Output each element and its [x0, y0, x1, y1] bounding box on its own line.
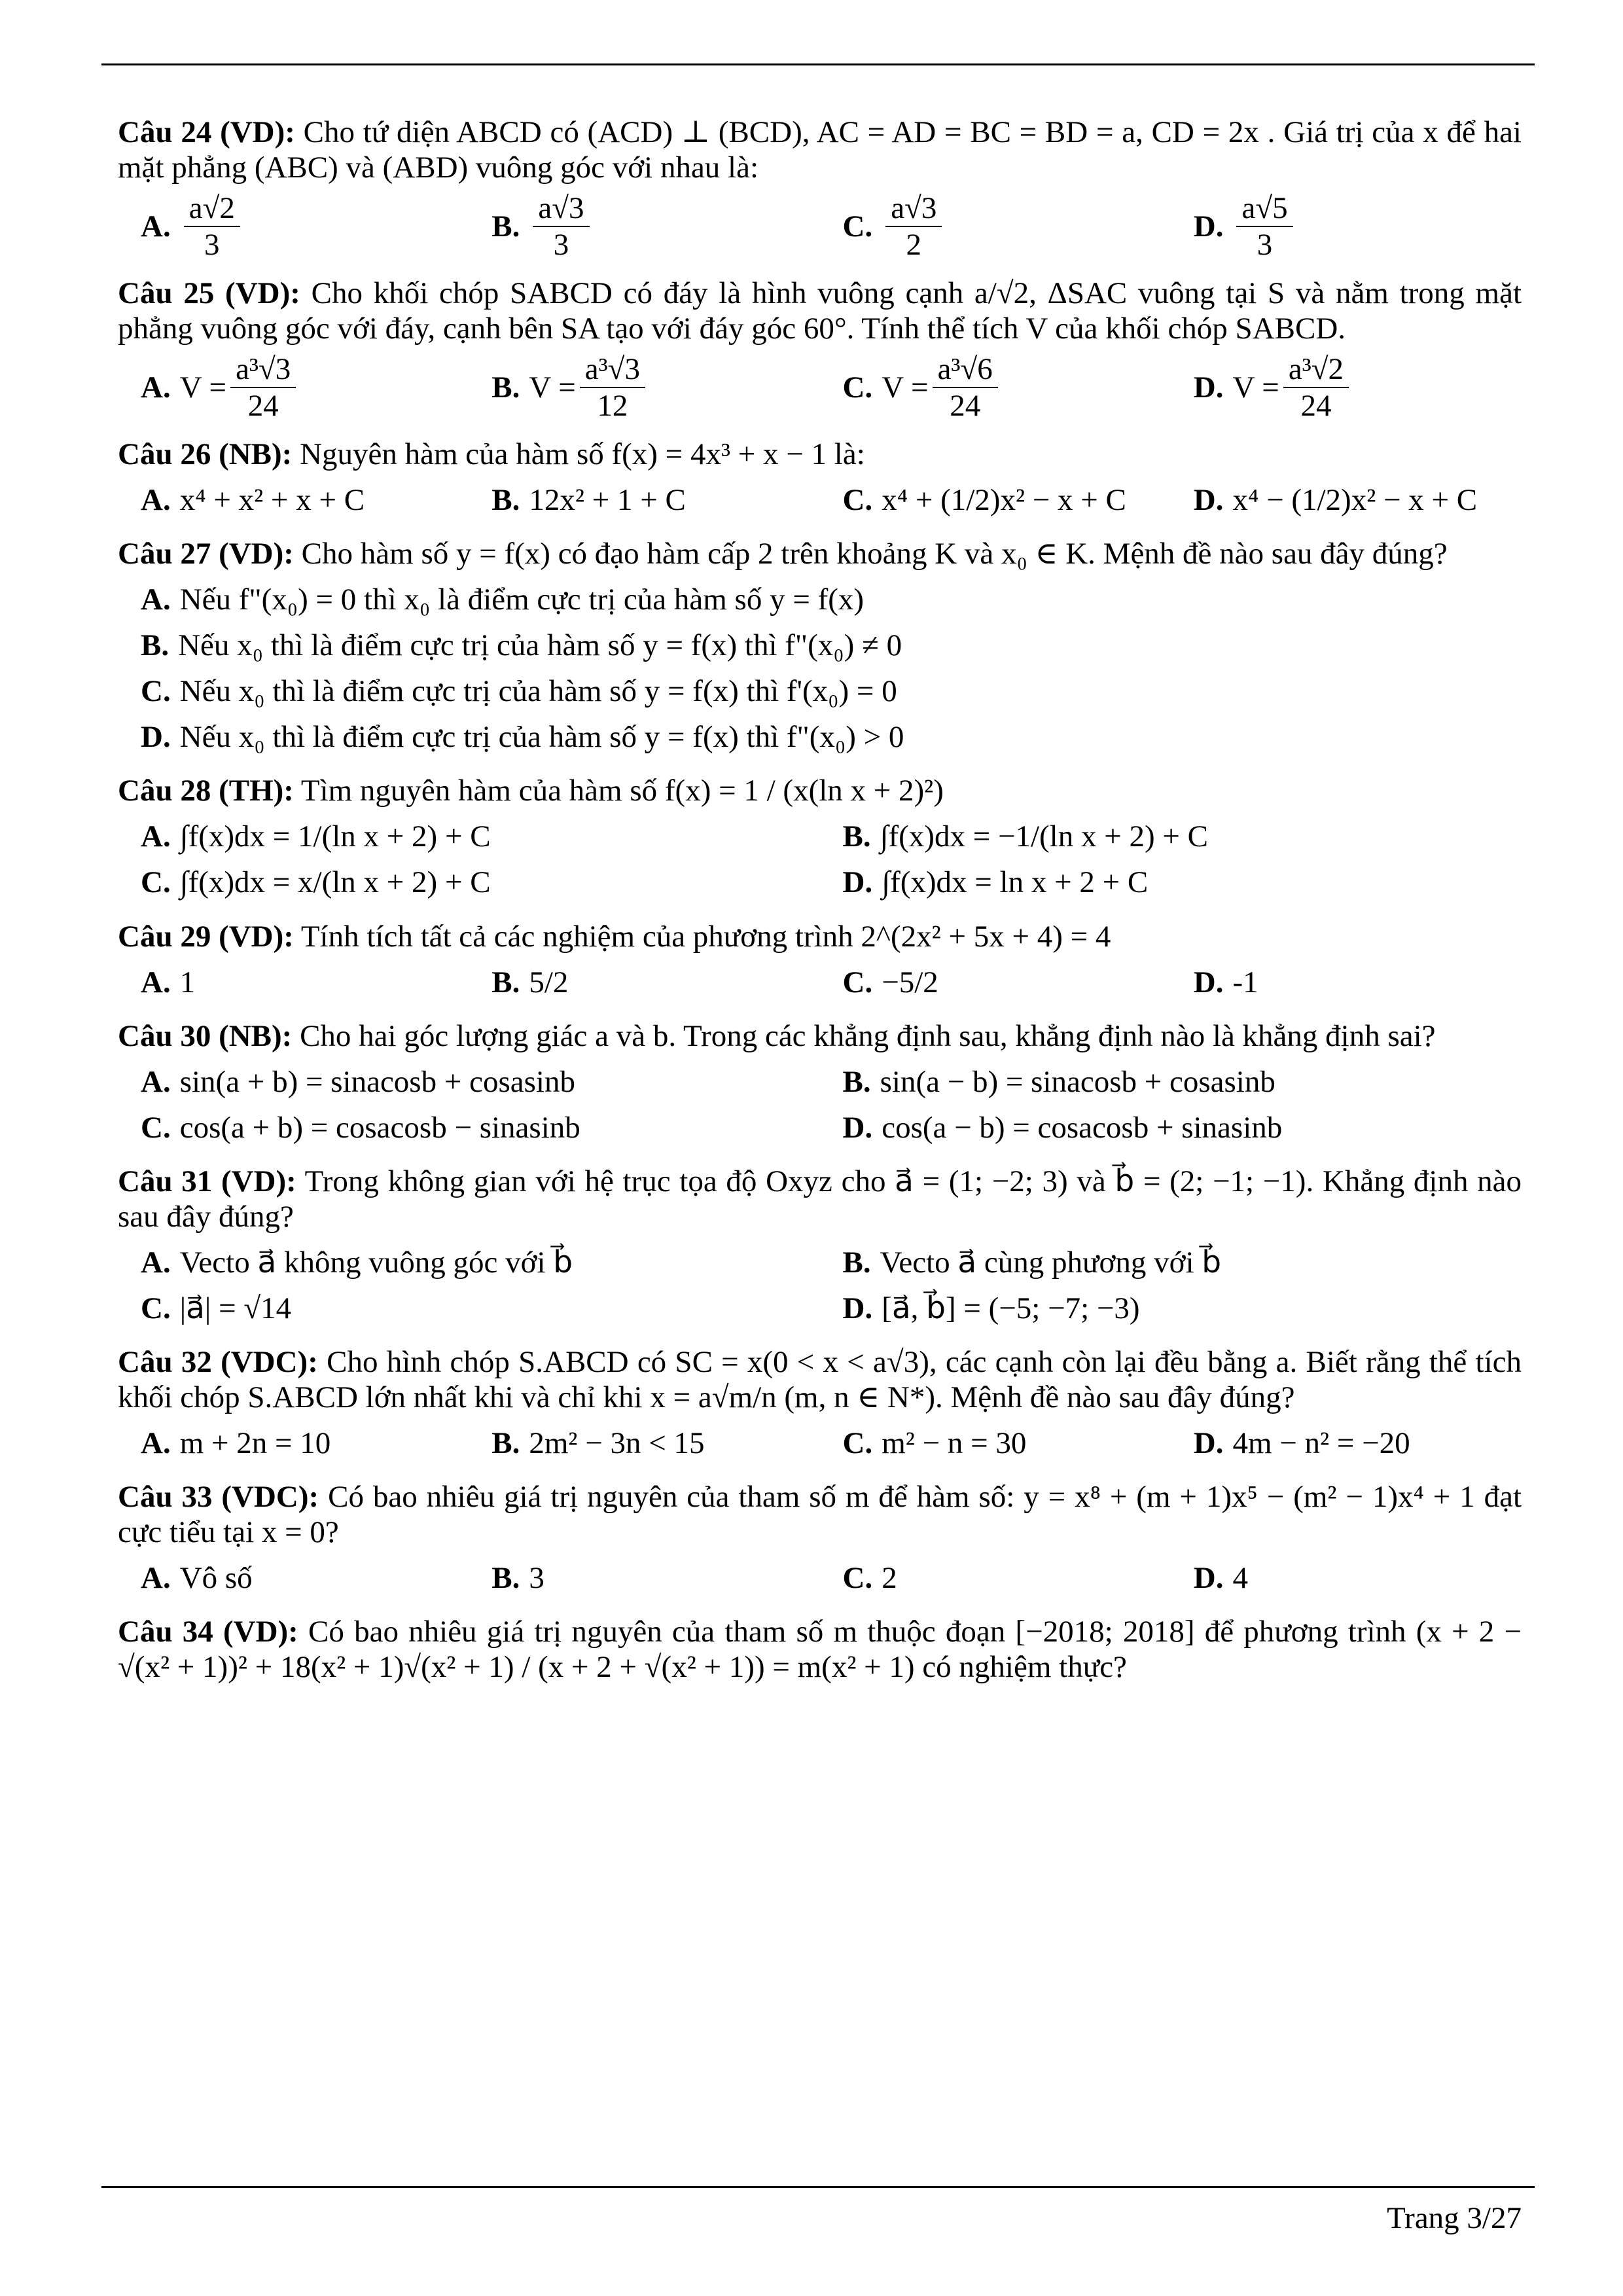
answer-options: [118, 1420, 1522, 1466]
fraction-denominator: 3: [553, 228, 569, 262]
answer-options: [118, 960, 1522, 1005]
option-text: sin(a − b) = sinacosb + cosasinb: [880, 1064, 1275, 1099]
answer-option: [118, 351, 469, 423]
option-text: 4m − n² = −20: [1232, 1426, 1410, 1460]
option-fraction: [230, 351, 296, 423]
fraction-denominator: 2: [906, 228, 922, 262]
answer-option: [1171, 351, 1522, 423]
option-text: Nếu x₀ thì là điểm cực trị của hàm số y = f(x) thì f'(x₀) = 0: [179, 674, 897, 709]
fraction-numerator: a³√3: [230, 351, 296, 388]
option-letter: D.: [1193, 370, 1224, 405]
answer-options: [118, 814, 1522, 906]
answer-option: [820, 860, 1522, 906]
option-letter: B.: [491, 483, 520, 518]
answer-option: [118, 714, 1522, 760]
answer-options: [118, 577, 1522, 760]
option-letter: C.: [842, 965, 873, 999]
option-text: 4: [1232, 1560, 1248, 1595]
option-letter: D.: [842, 1291, 873, 1325]
footer-rule: [101, 2186, 1535, 2188]
option-text: 2: [882, 1560, 897, 1595]
fraction-numerator: a³√6: [933, 351, 998, 388]
option-letter: B.: [491, 965, 520, 999]
option-fraction: [885, 190, 942, 262]
option-text: cos(a − b) = cosacosb + sinasinb: [882, 1110, 1283, 1145]
option-fraction: [533, 190, 589, 262]
question-text: Nguyên hàm của hàm số f(x) = 4x³ + x − 1 là:: [300, 437, 865, 472]
answer-option: [469, 1420, 819, 1466]
option-letter: A.: [141, 583, 171, 617]
option-letter: A.: [141, 1426, 171, 1460]
question-stem: [118, 1018, 1522, 1054]
option-letter: B.: [491, 1426, 520, 1460]
option-letter: D.: [141, 720, 171, 755]
option-letter: D.: [842, 1110, 873, 1145]
answer-option: [820, 1285, 1522, 1331]
option-text: Nếu f"(x₀) = 0 thì x₀ là điểm cực trị của hàm số y = f(x): [179, 583, 865, 617]
question-text: Có bao nhiêu giá trị nguyên của tham số m để hàm số: y = x⁸ + (m + 1)x⁵ − (m² − 1)x⁴ + 1 đạt cực tiểu tại x = 0?: [118, 1479, 1522, 1549]
option-prefix: V =: [529, 370, 576, 405]
option-text: cos(a + b) = cosacosb − sinasinb: [179, 1110, 580, 1145]
answer-options: [118, 351, 1522, 423]
header-rule: [101, 63, 1535, 65]
option-letter: D.: [1193, 965, 1224, 999]
answer-option: [118, 860, 820, 906]
option-letter: B.: [842, 819, 871, 854]
question-stem: [118, 1479, 1522, 1550]
question-block: [118, 773, 1522, 905]
question-text: Trong không gian với hệ trục tọa độ Oxyz cho a⃗ = (1; −2; 3) và b⃗ = (2; −1; −1). Khẳng định nào sau đây đúng?: [118, 1164, 1522, 1234]
question-stem: [118, 1614, 1522, 1685]
question-text: Cho hình chóp S.ABCD có SC = x(0 < x < a√3), các cạnh còn lại đều bằng a. Biết rằng thể tích khối chóp S.ABCD lớn nhất khi và chỉ khi x = a√m/n (m, n ∈ N*). Mệnh đề nào sau đây đúng?: [118, 1344, 1522, 1414]
answer-option: [118, 1240, 820, 1285]
option-letter: B.: [491, 209, 520, 244]
question-label: Câu 33 (VDC):: [118, 1479, 319, 1514]
option-letter: A.: [141, 819, 171, 854]
answer-option: [118, 477, 469, 523]
option-letter: D.: [1193, 483, 1224, 518]
question-block: [118, 1164, 1522, 1331]
answer-option: [820, 477, 1171, 523]
answer-option: [469, 1555, 819, 1601]
option-letter: D.: [1193, 1560, 1224, 1595]
option-text: m² − n = 30: [882, 1426, 1027, 1460]
answer-option: [469, 477, 819, 523]
question-text: Cho khối chóp SABCD có đáy là hình vuông cạnh a/√2, ΔSAC vuông tại S và nằm trong mặt phẳng vuông góc với đáy, cạnh bên SA tạo với đáy góc 60°. Tính thể tích V của khối chóp SABCD.: [118, 276, 1522, 346]
fraction-denominator: 24: [247, 389, 279, 423]
option-letter: A.: [141, 965, 171, 999]
option-fraction: [933, 351, 998, 423]
option-letter: D.: [1193, 209, 1224, 244]
fraction-denominator: 24: [1300, 389, 1332, 423]
question-label: Câu 29 (VD):: [118, 919, 294, 954]
option-text: 5/2: [529, 965, 569, 999]
answer-option: [820, 1420, 1171, 1466]
fraction-denominator: 3: [204, 228, 220, 262]
fraction-numerator: a³√2: [1283, 351, 1349, 388]
option-text: Nếu x₀ thì là điểm cực trị của hàm số y = f(x) thì f"(x₀) > 0: [179, 720, 904, 755]
answer-option: [118, 1420, 469, 1466]
option-letter: C.: [842, 483, 873, 518]
question-block: [118, 276, 1522, 423]
question-stem: [118, 1164, 1522, 1234]
answer-option: [118, 190, 469, 262]
answer-option: [118, 1059, 820, 1105]
option-fraction: [1236, 190, 1293, 262]
option-letter: A.: [141, 1245, 171, 1280]
option-text: Nếu x₀ thì là điểm cực trị của hàm số y = f(x) thì f"(x₀) ≠ 0: [178, 628, 902, 663]
question-label: Câu 32 (VDC):: [118, 1344, 318, 1379]
option-text: -1: [1232, 965, 1258, 999]
option-text: [a⃗, b⃗] = (−5; −7; −3): [882, 1291, 1140, 1325]
option-text: |a⃗| = √14: [179, 1291, 292, 1325]
question-text: Có bao nhiêu giá trị nguyên của tham số m thuộc đoạn [−2018; 2018] để phương trình (x + 2 − √(x² + 1))² + 18(x² + 1)√(x² + 1) / (x + 2 + √(x² + 1)) = m(x² + 1) có nghiệm thực?: [118, 1614, 1522, 1684]
option-fraction: [1283, 351, 1349, 423]
option-letter: C.: [141, 674, 171, 709]
answer-option: [118, 668, 1522, 714]
question-label: Câu 24 (VD):: [118, 115, 295, 149]
fraction-numerator: a√3: [533, 190, 589, 227]
option-text: m + 2n = 10: [179, 1426, 331, 1460]
answer-option: [820, 960, 1171, 1005]
answer-option: [820, 1240, 1522, 1285]
answer-options: [118, 1555, 1522, 1601]
question-block: [118, 919, 1522, 1005]
question-label: Câu 25 (VD):: [118, 276, 300, 311]
question-text: Tính tích tất cả các nghiệm của phương trình 2^(2x² + 5x + 4) = 4: [300, 919, 1111, 954]
question-block: [118, 536, 1522, 760]
fraction-denominator: 12: [597, 389, 628, 423]
question-stem: [118, 536, 1522, 571]
answer-options: [118, 1059, 1522, 1151]
option-prefix: V =: [179, 370, 227, 405]
answer-option: [118, 814, 820, 860]
option-letter: B.: [141, 628, 169, 663]
answer-option: [118, 1285, 820, 1331]
question-block: [118, 1344, 1522, 1466]
option-text: 2m² − 3n < 15: [529, 1426, 705, 1460]
option-text: sin(a + b) = sinacosb + cosasinb: [179, 1064, 575, 1099]
option-text: 3: [529, 1560, 544, 1595]
question-stem: [118, 919, 1522, 954]
option-letter: C.: [842, 1560, 873, 1595]
question-stem: [118, 115, 1522, 185]
option-letter: B.: [491, 370, 520, 405]
page-number: Trang 3/27: [1387, 2201, 1522, 2235]
question-label: Câu 27 (VD):: [118, 537, 294, 571]
answer-option: [118, 622, 1522, 668]
option-letter: A.: [141, 1560, 171, 1595]
option-letter: C.: [141, 1291, 171, 1325]
answer-option: [820, 1555, 1171, 1601]
answer-option: [1171, 190, 1522, 262]
option-letter: B.: [842, 1064, 871, 1099]
option-text: x⁴ − (1/2)x² − x + C: [1232, 483, 1478, 518]
option-letter: A.: [141, 370, 171, 405]
question-label: Câu 28 (TH):: [118, 774, 294, 808]
fraction-numerator: a√5: [1236, 190, 1293, 227]
option-text: 1: [179, 965, 196, 999]
option-prefix: V =: [1232, 370, 1279, 405]
question-label: Câu 31 (VD):: [118, 1164, 296, 1198]
question-block: [118, 437, 1522, 523]
answer-option: [118, 577, 1522, 622]
answer-option: [118, 1105, 820, 1151]
fraction-denominator: 3: [1257, 228, 1273, 262]
option-text: Vô số: [179, 1560, 253, 1595]
question-label: Câu 34 (VD):: [118, 1614, 298, 1649]
fraction-numerator: a³√3: [580, 351, 645, 388]
answer-option: [1171, 1420, 1522, 1466]
answer-options: [118, 190, 1522, 262]
answer-option: [820, 1105, 1522, 1151]
option-text: ∫f(x)dx = 1/(ln x + 2) + C: [179, 819, 491, 854]
option-text: 12x² + 1 + C: [529, 483, 686, 518]
question-label: Câu 26 (NB):: [118, 437, 293, 472]
option-letter: D.: [1193, 1426, 1224, 1460]
answer-option: [820, 814, 1522, 860]
question-block: [118, 1479, 1522, 1601]
answer-option: [469, 351, 819, 423]
question-text: Cho tứ diện ABCD có (ACD) ⊥ (BCD), AC = AD = BC = BD = a, CD = 2x . Giá trị của x để hai mặt phẳng (ABC) và (ABD) vuông góc với nhau là:: [118, 115, 1522, 185]
option-letter: C.: [141, 865, 171, 900]
option-text: ∫f(x)dx = −1/(ln x + 2) + C: [880, 819, 1208, 854]
answer-option: [118, 960, 469, 1005]
question-block: [118, 1018, 1522, 1151]
question-text: Cho hai góc lượng giác a và b. Trong các khẳng định sau, khẳng định nào là khẳng định sai?: [300, 1018, 1436, 1053]
question-stem: [118, 276, 1522, 346]
answer-option: [820, 351, 1171, 423]
option-text: x⁴ + (1/2)x² − x + C: [882, 483, 1126, 518]
option-letter: C.: [141, 1110, 171, 1145]
option-fraction: [184, 190, 240, 262]
option-letter: A.: [141, 1064, 171, 1099]
question-block: [118, 1614, 1522, 1685]
fraction-numerator: a√2: [184, 190, 240, 227]
fraction-numerator: a√3: [885, 190, 942, 227]
answer-option: [820, 1059, 1522, 1105]
question-list: [118, 115, 1522, 1698]
answer-option: [820, 190, 1171, 262]
option-letter: C.: [842, 1426, 873, 1460]
option-letter: C.: [842, 370, 873, 405]
option-text: ∫f(x)dx = ln x + 2 + C: [882, 865, 1149, 900]
answer-option: [469, 190, 819, 262]
option-letter: C.: [842, 209, 873, 244]
question-text: Tìm nguyên hàm của hàm số f(x) = 1 / (x(ln x + 2)²): [300, 774, 944, 808]
question-stem: [118, 773, 1522, 808]
answer-options: [118, 1240, 1522, 1331]
question-text: Cho hàm số y = f(x) có đạo hàm cấp 2 trên khoảng K và x₀ ∈ K. Mệnh đề nào sau đây đúng?: [301, 537, 1448, 571]
option-letter: B.: [842, 1245, 871, 1280]
answer-option: [469, 960, 819, 1005]
answer-option: [1171, 1555, 1522, 1601]
option-letter: B.: [491, 1560, 520, 1595]
answer-options: [118, 477, 1522, 523]
option-letter: D.: [842, 865, 873, 900]
option-fraction: [580, 351, 645, 423]
option-text: ∫f(x)dx = x/(ln x + 2) + C: [179, 865, 491, 900]
answer-option: [1171, 477, 1522, 523]
question-block: [118, 115, 1522, 262]
option-text: Vecto a⃗ cùng phương với b⃗: [880, 1245, 1222, 1280]
question-label: Câu 30 (NB):: [118, 1018, 293, 1053]
option-letter: A.: [141, 209, 171, 244]
answer-option: [1171, 960, 1522, 1005]
option-prefix: V =: [882, 370, 929, 405]
option-text: −5/2: [882, 965, 938, 999]
fraction-denominator: 24: [950, 389, 981, 423]
option-letter: A.: [141, 483, 171, 518]
question-stem: [118, 437, 1522, 472]
question-stem: [118, 1344, 1522, 1415]
answer-option: [118, 1555, 469, 1601]
option-text: Vecto a⃗ không vuông góc với b⃗: [179, 1245, 573, 1280]
option-text: x⁴ + x² + x + C: [179, 483, 365, 518]
